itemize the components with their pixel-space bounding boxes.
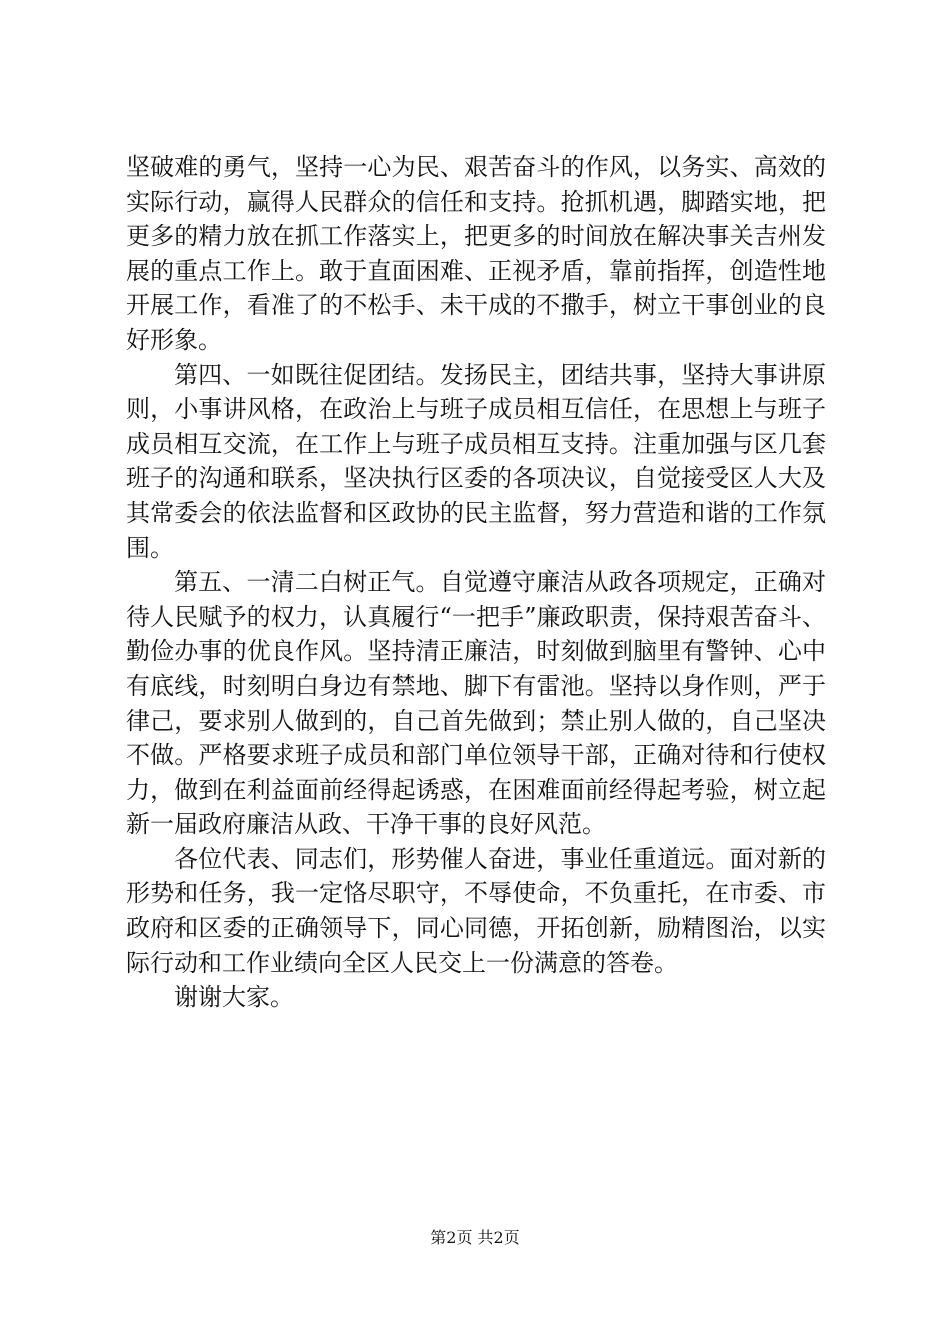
paragraph-closing: 各位代表、同志们，形势催人奋进，事业任重道远。面对新的形势和任务，我一定恪尽职守，不辱使命，不负重托，在市委、市政府和区委的正确领导下，同心同德，开拓创新，励精图治，以实际行动和工作业绩向全区人民交上一份满意的答卷。 — [126, 844, 826, 977]
paragraph-thanks: 谢谢大家。 — [174, 983, 294, 1012]
document-body — [126, 150, 826, 1015]
paragraph-fourth-point: 第四、一如既往促团结。发扬民主，团结共事，坚持大事讲原则，小事讲风格，在政治上与班子成员相互信任，在思想上与班子成员相互交流，在工作上与班子成员相互支持。注重加强与区几套班子的沟通和联系，坚决执行区委的各项决议，自觉接受区人大及其常委会的依法监督和区政协的民主监督，努力营造和谐的工作氛围。 — [126, 360, 826, 562]
page-number-footer: 第2页 共2页 — [430, 1228, 520, 1247]
paragraph-continuation: 坚破难的勇气，坚持一心为民、艰苦奋斗的作风，以务实、高效的实际行动，赢得人民群众的信任和支持。抢抓机遇，脚踏实地，把更多的精力放在抓工作落实上，把更多的时间放在解决事关吉州发展的重点工作上。敢于直面困难、正视矛盾，靠前指挥，创造性地开展工作，看准了的不松手、未干成的不撒手，树立干事创业的良好形象。 — [126, 153, 826, 354]
paragraph-fifth-point: 第五、一清二白树正气。自觉遵守廉洁从政各项规定，正确对待人民赋予的权力，认真履行“一把手”廉政职责，保持艰苦奋斗、勤俭办事的优良作风。坚持清正廉洁，时刻做到脑里有警钟、心中有底线，时刻明白身边有禁地、脚下有雷池。坚持以身作则，严于律己，要求别人做到的，自己首先做到；禁止别人做的，自己坚决不做。严格要求班子成员和部门单位领导干部，正确对待和行使权力，做到在利益面前经得起诱惑，在困难面前经得起考验，树立起新一届政府廉洁从政、干净干事的良好风范。 — [126, 568, 826, 839]
